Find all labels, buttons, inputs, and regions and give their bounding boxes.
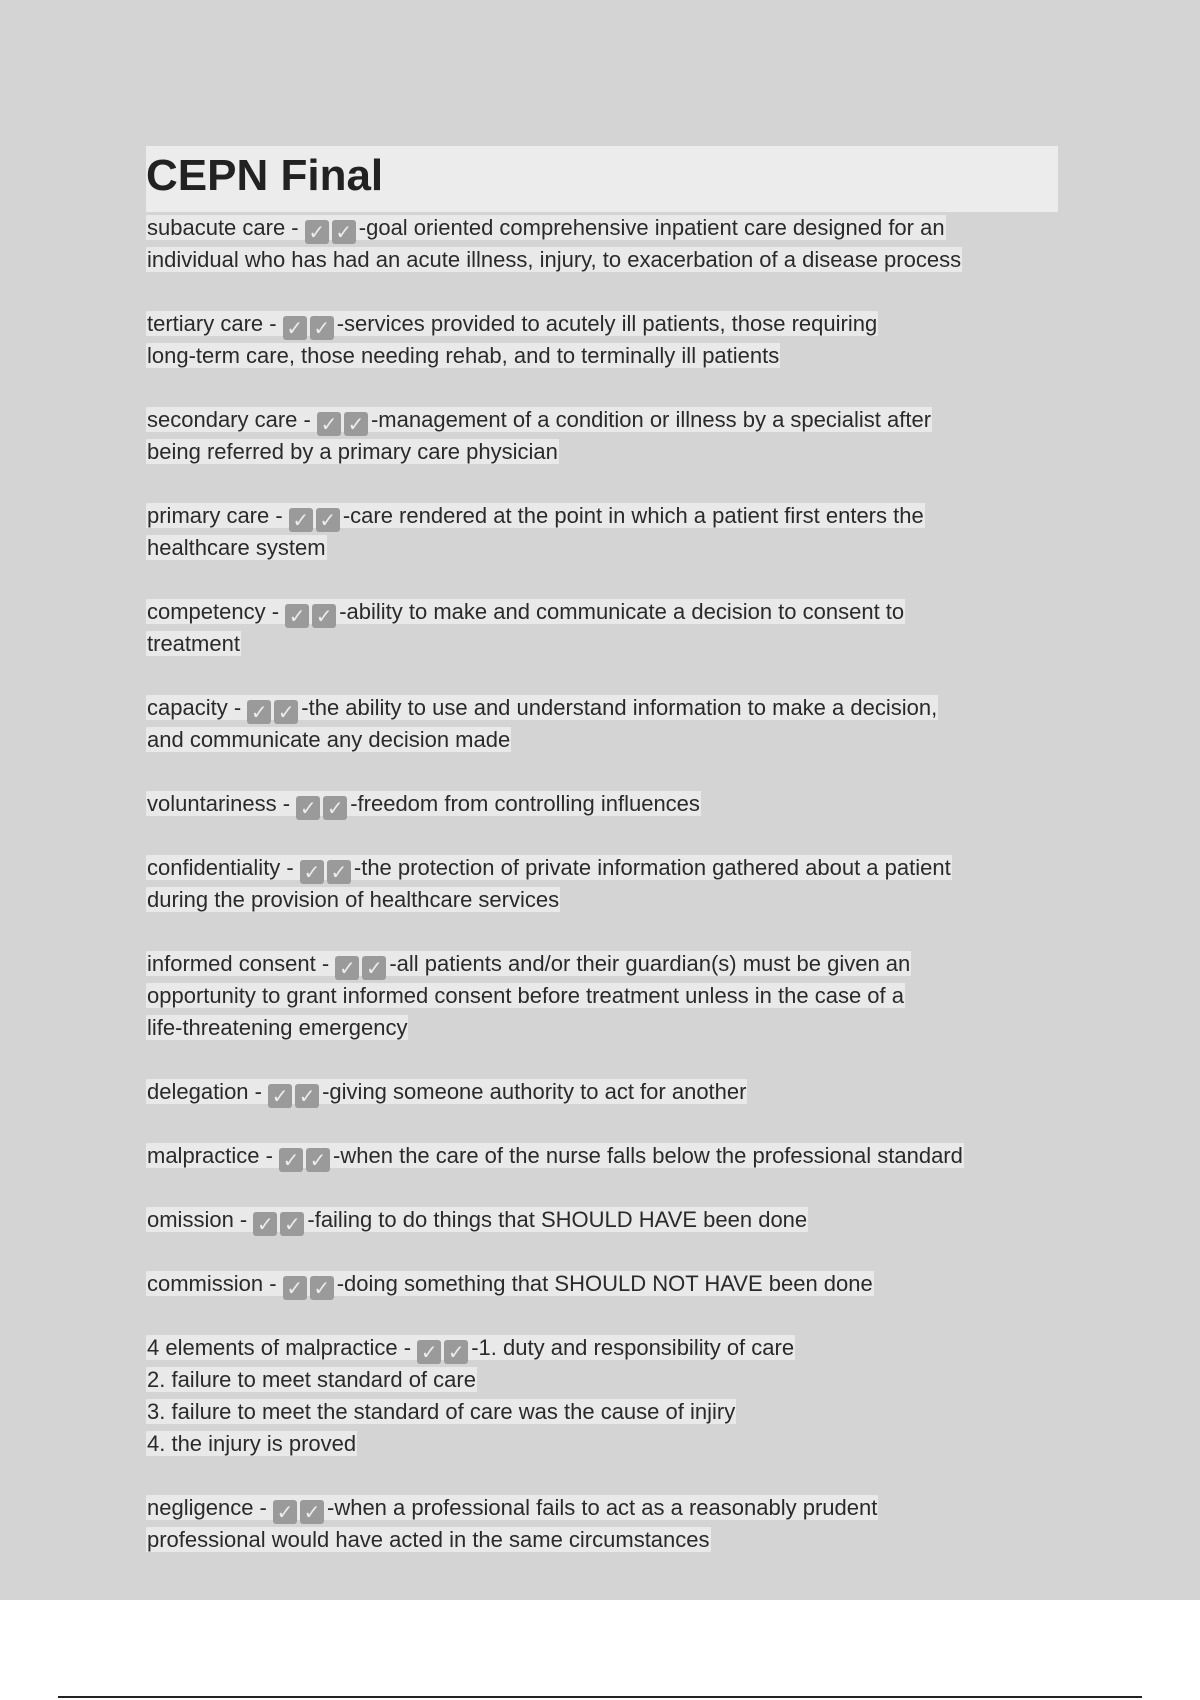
- check-mark-icon: ✓: [274, 700, 298, 724]
- document-title: CEPN Final: [146, 151, 384, 200]
- entry-term: subacute care -: [147, 215, 299, 240]
- check-mark-icon: ✓: [268, 1084, 292, 1108]
- highlighted-text: [146, 407, 932, 436]
- flashcard-entry: [146, 948, 1058, 1044]
- entry-definition-text: -goal oriented comprehensive inpatient care designed for an: [358, 215, 945, 240]
- check-mark-icon: ✓: [344, 412, 368, 436]
- highlighted-text: [146, 1015, 408, 1040]
- flashcard-entry: [146, 308, 1058, 372]
- check-mark-icon: ✓: [296, 796, 320, 820]
- entry-continuation-line: [146, 1396, 1058, 1428]
- entry-term: informed consent -: [147, 951, 330, 976]
- flashcard-entry: [146, 692, 1058, 756]
- check-mark-icon: ✓: [300, 1500, 324, 1524]
- check-mark-icon: ✓: [310, 1276, 334, 1300]
- entry-first-line: [146, 1076, 1058, 1108]
- entry-term: capacity -: [147, 695, 242, 720]
- entry-definition-text: opportunity to grant informed consent before treatment unless in the case of a: [147, 983, 905, 1008]
- entry-continuation-line: [146, 884, 1058, 916]
- highlighted-text: [146, 215, 946, 244]
- entry-term: 4 elements of malpractice -: [147, 1335, 412, 1360]
- check-mark-icon: ✓: [323, 796, 347, 820]
- flashcard-entry: [146, 404, 1058, 468]
- entry-first-line: [146, 1140, 1058, 1172]
- highlighted-text: [146, 247, 962, 272]
- entry-definition-text: -when the care of the nurse falls below the professional standard: [333, 1143, 963, 1168]
- entry-term: confidentiality -: [147, 855, 294, 880]
- flashcard-entry: [146, 1140, 1058, 1172]
- highlighted-text: [146, 983, 905, 1008]
- entry-definition-text: -giving someone authority to act for another: [322, 1079, 747, 1104]
- entry-term: delegation -: [147, 1079, 262, 1104]
- flashcard-entry: [146, 1268, 1058, 1300]
- entry-definition-text: -when a professional fails to act as a reasonably prudent: [327, 1495, 878, 1520]
- entry-continuation-line: [146, 1524, 1058, 1556]
- entry-definition-text: long-term care, those needing rehab, and to terminally ill patients: [147, 343, 780, 368]
- entry-definition-text: healthcare system: [147, 535, 326, 560]
- entry-first-line: [146, 1332, 1058, 1364]
- check-mark-icon: ✓: [444, 1340, 468, 1364]
- flashcard-entry: [146, 1076, 1058, 1108]
- entry-first-line: [146, 692, 1058, 724]
- check-mark-icon: ✓: [305, 220, 329, 244]
- entry-definition-text: -services provided to acutely ill patients, those requiring: [336, 311, 878, 336]
- check-mark-icon: ✓: [327, 860, 351, 884]
- check-mark-icon: ✓: [362, 956, 386, 980]
- check-mark-icon: ✓: [253, 1212, 277, 1236]
- entry-definition-text: -1. duty and responsibility of care: [471, 1335, 795, 1360]
- entry-definition-text: treatment: [147, 631, 240, 656]
- entry-term: malpractice -: [147, 1143, 273, 1168]
- highlighted-text: [146, 887, 560, 912]
- highlighted-text: [146, 1527, 711, 1552]
- check-mark-icon: ✓: [283, 1276, 307, 1300]
- highlighted-text: [146, 1079, 747, 1108]
- entry-first-line: [146, 1268, 1058, 1300]
- entry-first-line: [146, 404, 1058, 436]
- entry-term: tertiary care -: [147, 311, 277, 336]
- flashcard-entry: [146, 1492, 1058, 1556]
- highlighted-text: [146, 1399, 736, 1424]
- check-mark-icon: ✓: [279, 1148, 303, 1172]
- entry-definition-text: -care rendered at the point in which a patient first enters the: [342, 503, 924, 528]
- highlighted-text: [146, 695, 938, 724]
- entry-continuation-line: [146, 1428, 1058, 1460]
- entry-continuation-line: [146, 436, 1058, 468]
- flashcard-entry: [146, 500, 1058, 564]
- highlighted-text: [146, 951, 911, 980]
- flashcard-entry: [146, 596, 1058, 660]
- highlighted-text: [146, 1431, 357, 1456]
- entry-continuation-line: [146, 340, 1058, 372]
- check-mark-icon: ✓: [285, 604, 309, 628]
- highlighted-text: [146, 855, 952, 884]
- entry-first-line: [146, 1204, 1058, 1236]
- highlighted-text: [146, 599, 905, 628]
- highlighted-text: [146, 727, 511, 752]
- highlighted-text: [146, 1143, 964, 1172]
- entry-first-line: [146, 500, 1058, 532]
- entry-definition-text: -freedom from controlling influences: [350, 791, 700, 816]
- entry-continuation-line: [146, 244, 1058, 276]
- entry-definition-text: -management of a condition or illness by a specialist after: [370, 407, 932, 432]
- entry-term: omission -: [147, 1207, 248, 1232]
- check-mark-icon: ✓: [273, 1500, 297, 1524]
- highlighted-text: [146, 503, 925, 532]
- entry-definition-text: -ability to make and communicate a decision to consent to: [339, 599, 905, 624]
- check-mark-icon: ✓: [312, 604, 336, 628]
- highlighted-text: [146, 631, 241, 656]
- entry-continuation-line: [146, 532, 1058, 564]
- highlighted-text: [146, 1335, 795, 1364]
- entry-term: primary care -: [147, 503, 283, 528]
- entry-first-line: [146, 948, 1058, 980]
- entry-first-line: [146, 852, 1058, 884]
- check-mark-icon: ✓: [417, 1340, 441, 1364]
- entry-definition-text: -the protection of private information gathered about a patient: [353, 855, 951, 880]
- entry-term: secondary care -: [147, 407, 311, 432]
- entry-definition-text: 4. the injury is proved: [147, 1431, 357, 1456]
- entry-continuation-line: [146, 724, 1058, 756]
- highlighted-text: [146, 439, 559, 464]
- document-content: [146, 146, 1058, 1588]
- entry-first-line: [146, 1492, 1058, 1524]
- title-bar: [146, 146, 1058, 212]
- entry-definition-text: 2. failure to meet standard of care: [147, 1367, 476, 1392]
- entry-term: voluntariness -: [147, 791, 291, 816]
- entry-first-line: [146, 308, 1058, 340]
- check-mark-icon: ✓: [335, 956, 359, 980]
- flashcard-entry: [146, 212, 1058, 276]
- highlighted-text: [146, 1207, 808, 1236]
- entry-first-line: [146, 212, 1058, 244]
- entry-continuation-line: [146, 628, 1058, 660]
- entry-definition-text: -doing something that SHOULD NOT HAVE been done: [336, 1271, 873, 1296]
- check-mark-icon: ✓: [280, 1212, 304, 1236]
- check-mark-icon: ✓: [300, 860, 324, 884]
- check-mark-icon: ✓: [317, 412, 341, 436]
- entry-definition-text: and communicate any decision made: [147, 727, 511, 752]
- entry-definition-text: professional would have acted in the same circumstances: [147, 1527, 710, 1552]
- entry-continuation-line: [146, 980, 1058, 1012]
- flashcard-list: [146, 212, 1058, 1556]
- check-mark-icon: ✓: [306, 1148, 330, 1172]
- entry-term: commission -: [147, 1271, 277, 1296]
- highlighted-text: [146, 791, 701, 820]
- check-mark-icon: ✓: [283, 316, 307, 340]
- entry-definition-text: life-threatening emergency: [147, 1015, 408, 1040]
- check-mark-icon: ✓: [289, 508, 313, 532]
- highlighted-text: [146, 1271, 874, 1300]
- flashcard-entry: [146, 852, 1058, 916]
- entry-definition-text: -failing to do things that SHOULD HAVE been done: [307, 1207, 808, 1232]
- highlighted-text: [146, 1495, 878, 1524]
- flashcard-entry: [146, 1204, 1058, 1236]
- highlighted-text: [146, 343, 780, 368]
- entry-term: competency -: [147, 599, 280, 624]
- footer-divider: [58, 1696, 1142, 1698]
- entry-definition-text: -all patients and/or their guardian(s) must be given an: [389, 951, 911, 976]
- entry-definition-text: during the provision of healthcare services: [147, 887, 560, 912]
- check-mark-icon: ✓: [310, 316, 334, 340]
- highlighted-text: [146, 311, 878, 340]
- entry-continuation-line: [146, 1012, 1058, 1044]
- entry-definition-text: 3. failure to meet the standard of care was the cause of injiry: [147, 1399, 736, 1424]
- flashcard-entry: [146, 788, 1058, 820]
- check-mark-icon: ✓: [316, 508, 340, 532]
- check-mark-icon: ✓: [295, 1084, 319, 1108]
- highlighted-text: [146, 535, 327, 560]
- entry-definition-text: individual who has had an acute illness, injury, to exacerbation of a disease process: [147, 247, 962, 272]
- check-mark-icon: ✓: [332, 220, 356, 244]
- entry-term: negligence -: [147, 1495, 267, 1520]
- check-mark-icon: ✓: [247, 700, 271, 724]
- entry-first-line: [146, 596, 1058, 628]
- entry-continuation-line: [146, 1364, 1058, 1396]
- entry-definition-text: -the ability to use and understand information to make a decision,: [301, 695, 938, 720]
- highlighted-text: [146, 1367, 477, 1392]
- flashcard-entry: [146, 1332, 1058, 1460]
- entry-first-line: [146, 788, 1058, 820]
- entry-definition-text: being referred by a primary care physician: [147, 439, 558, 464]
